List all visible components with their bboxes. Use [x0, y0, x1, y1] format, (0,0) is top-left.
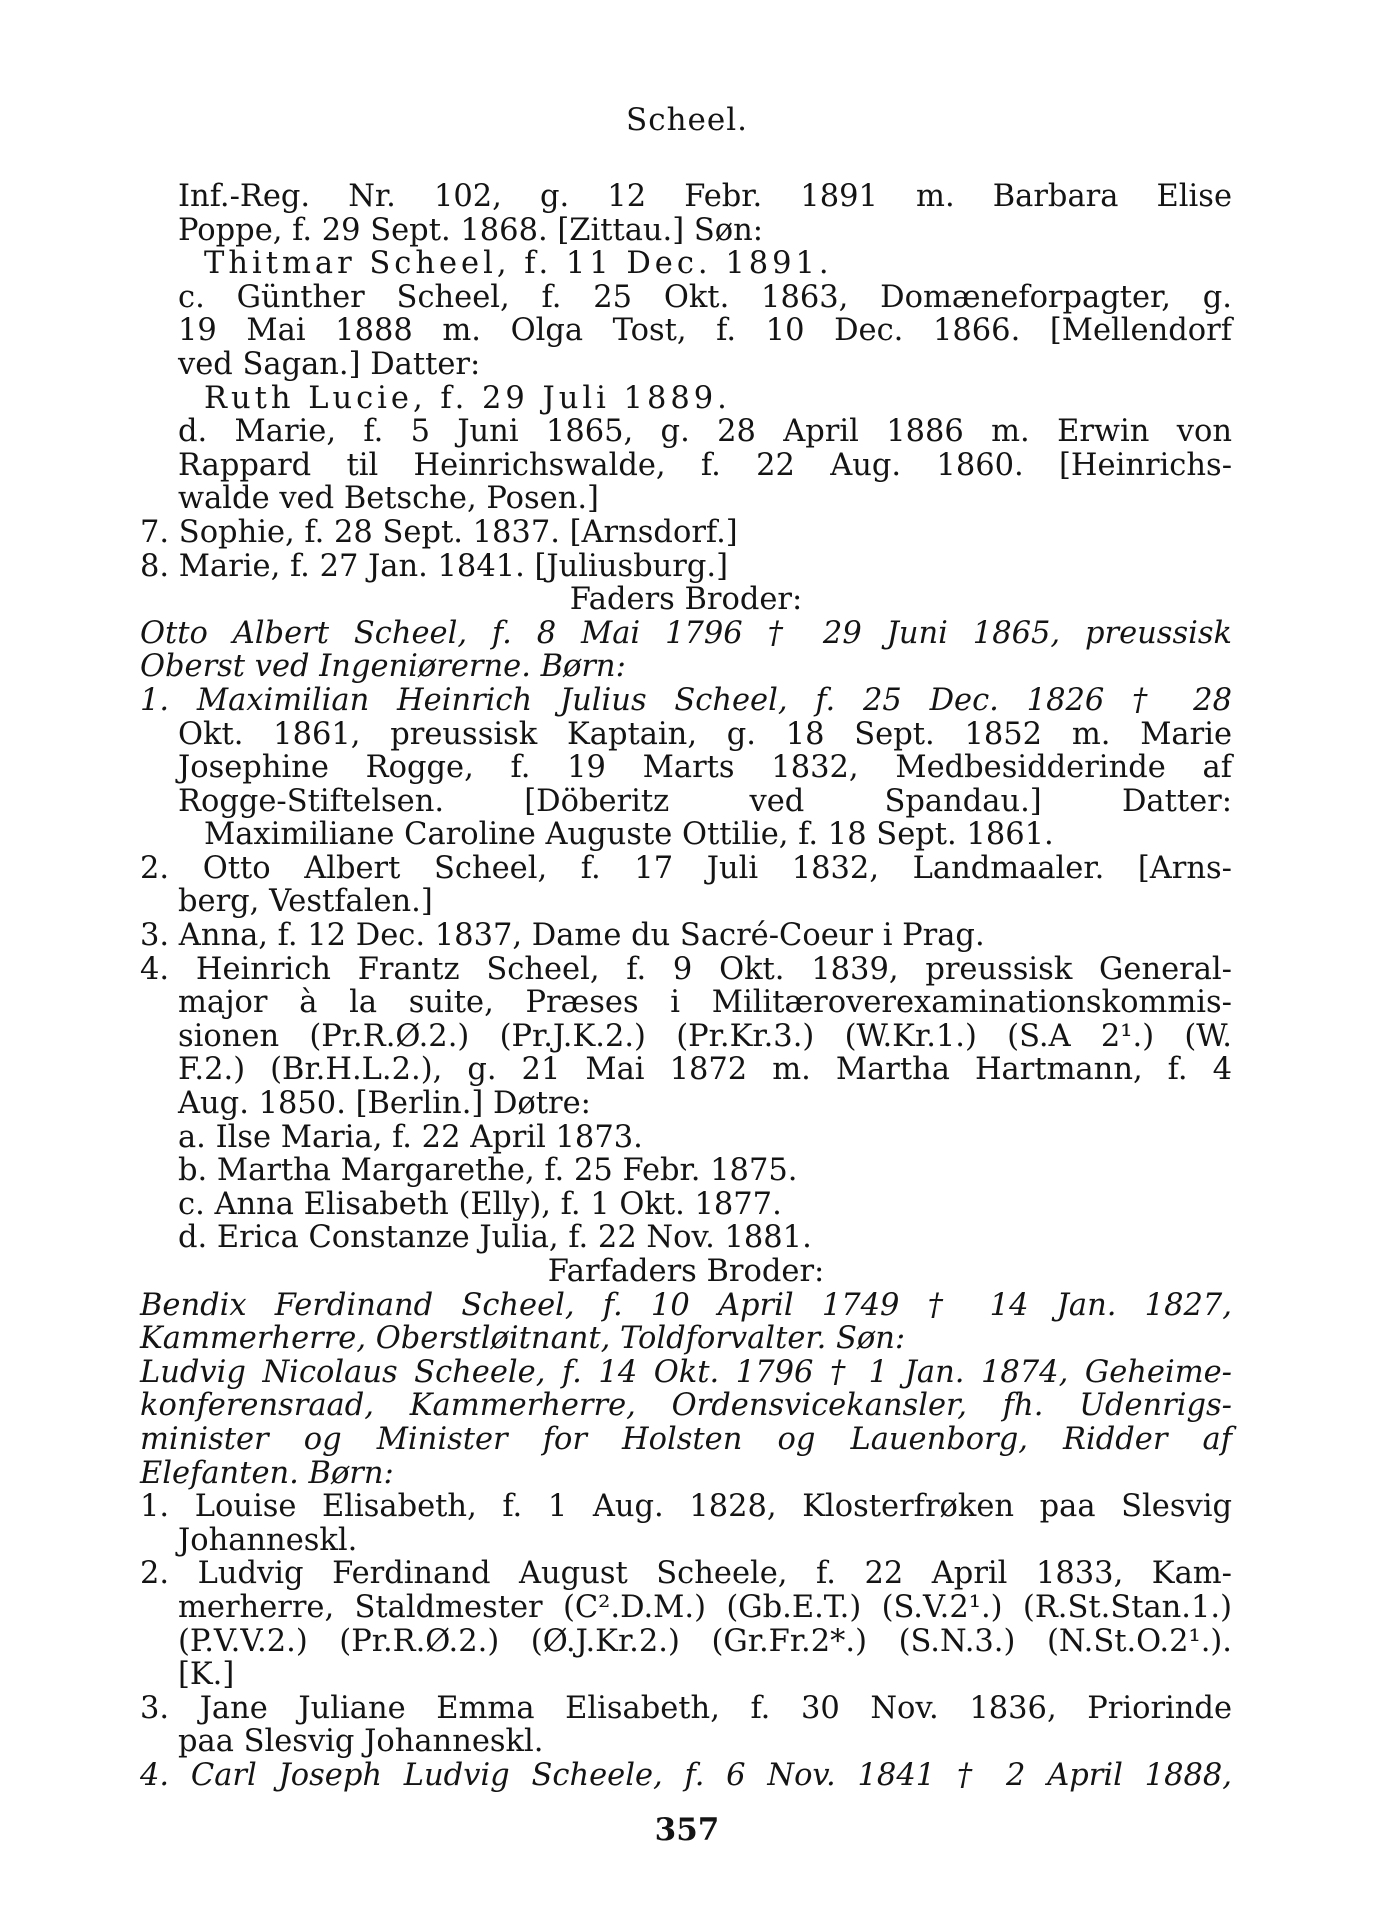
- text-line: 3. Anna, f. 12 Dec. 1837, Dame du Sacré-Coeur i Prag.: [140, 918, 985, 954]
- text-line: konferensraad, Kammerherre, Ordensvicekansler, fh. Udenrigs-: [140, 1388, 1232, 1424]
- text-line: Inf.-Reg. Nr. 102, g. 12 Febr. 1891 m. Barbara Elise: [178, 179, 1232, 214]
- text-line: d. Marie, f. 5 Juni 1865, g. 28 April 1886 m. Erwin von: [178, 414, 1232, 450]
- text-line: minister og Minister for Holsten og Lauenborg, Ridder af: [140, 1421, 1232, 1457]
- text-line: walde ved Betsche, Posen.]: [178, 481, 599, 517]
- section-heading: Faders Broder:: [569, 582, 803, 618]
- genealogy-text: [140, 180, 1232, 1793]
- text-line: Ruth Lucie, f. 29 Juli 1889.: [204, 380, 731, 416]
- text-line: Kammerherre, Oberstløitnant, Toldforvalter. Søn:: [140, 1321, 906, 1357]
- text-line: Rappard til Heinrichswalde, f. 22 Aug. 1860. [Heinrichs-: [178, 447, 1232, 483]
- text-line: berg, Vestfalen.]: [178, 884, 433, 920]
- text-line: merherre, Staldmester (C².D.M.) (Gb.E.T.) (S.V.2¹.) (R.St.Stan.1.): [178, 1589, 1232, 1625]
- text-line: Poppe, f. 29 Sept. 1868. [Zittau.] Søn:: [178, 212, 764, 248]
- text-line: Thitmar Scheel, f. 11 Dec. 1891.: [204, 246, 833, 282]
- text-line: Okt. 1861, preussisk Kaptain, g. 18 Sept. 1852 m. Marie: [178, 716, 1232, 752]
- text-line: 4. Carl Joseph Ludvig Scheele, f. 6 Nov. 1841 † 2 April 1888,: [140, 1757, 1232, 1793]
- text-line: c. Anna Elisabeth (Elly), f. 1 Okt. 1877.: [178, 1186, 782, 1222]
- text-line: Johanneskl.: [178, 1522, 358, 1558]
- text-line: (P.V.V.2.) (Pr.R.Ø.2.) (Ø.J.Kr.2.) (Gr.Fr.2*.) (S.N.3.) (N.St.O.2¹.).: [178, 1623, 1232, 1659]
- text-line: 2. Otto Albert Scheel, f. 17 Juli 1832, Landmaaler. [Arns-: [140, 850, 1232, 886]
- text-line: a. Ilse Maria, f. 22 April 1873.: [178, 1119, 643, 1155]
- text-line: 2. Ludvig Ferdinand August Scheele, f. 22 April 1833, Kam-: [140, 1556, 1232, 1592]
- text-line: c. Günther Scheel, f. 25 Okt. 1863, Domæneforpagter, g.: [178, 279, 1232, 315]
- text-line: Rogge-Stiftelsen. [Döberitz ved Spandau.] Datter:: [178, 783, 1232, 819]
- text-line: [K.]: [178, 1657, 235, 1693]
- text-line: 3. Jane Juliane Emma Elisabeth, f. 30 Nov. 1836, Priorinde: [140, 1690, 1232, 1726]
- text-line: Otto Albert Scheel, f. 8 Mai 1796 † 29 Juni 1865, preussisk: [140, 615, 1232, 651]
- text-line: major à la suite, Præses i Militæroverexaminationskommis-: [178, 985, 1232, 1021]
- running-header: Scheel.: [625, 102, 749, 138]
- text-line: Maximiliane Caroline Auguste Ottilie, f. 18 Sept. 1861.: [204, 817, 1054, 853]
- text-line: 7. Sophie, f. 28 Sept. 1837. [Arnsdorf.]: [140, 514, 738, 550]
- text-line: 4. Heinrich Frantz Scheel, f. 9 Okt. 1839, preussisk General-: [140, 951, 1232, 987]
- page-number: 357: [654, 1812, 720, 1848]
- text-line: 19 Mai 1888 m. Olga Tost, f. 10 Dec. 1866. [Mellendorf: [178, 313, 1232, 349]
- section-heading: Farfaders Broder:: [547, 1254, 825, 1289]
- text-line: ved Sagan.] Datter:: [178, 346, 481, 382]
- text-line: paa Slesvig Johanneskl.: [178, 1724, 544, 1760]
- text-line: sionen (Pr.R.Ø.2.) (Pr.J.K.2.) (Pr.Kr.3.) (W.Kr.1.) (S.A 2¹.) (W.: [178, 1018, 1232, 1054]
- text-line: Aug. 1850. [Berlin.] Døtre:: [178, 1086, 591, 1122]
- text-line: Elefanten. Børn:: [140, 1455, 394, 1491]
- text-line: Bendix Ferdinand Scheel, f. 10 April 1749 † 14 Jan. 1827,: [140, 1287, 1232, 1323]
- text-line: F.2.) (Br.H.L.2.), g. 21 Mai 1872 m. Martha Hartmann, f. 4: [178, 1052, 1232, 1088]
- text-line: 1. Louise Elisabeth, f. 1 Aug. 1828, Klosterfrøken paa Slesvig: [140, 1489, 1232, 1525]
- text-line: Oberst ved Ingeniørerne. Børn:: [140, 649, 626, 685]
- text-line: Ludvig Nicolaus Scheele, f. 14 Okt. 1796 † 1 Jan. 1874, Geheime-: [140, 1354, 1232, 1390]
- text-line: d. Erica Constanze Julia, f. 22 Nov. 1881.: [178, 1220, 812, 1256]
- text-line: 8. Marie, f. 27 Jan. 1841. [Juliusburg.]: [140, 548, 728, 584]
- text-line: 1. Maximilian Heinrich Julius Scheel, f. 25 Dec. 1826 † 28: [140, 682, 1232, 718]
- text-line: b. Martha Margarethe, f. 25 Febr. 1875.: [178, 1153, 798, 1189]
- text-line: Josephine Rogge, f. 19 Marts 1832, Medbesidderinde af: [178, 750, 1232, 786]
